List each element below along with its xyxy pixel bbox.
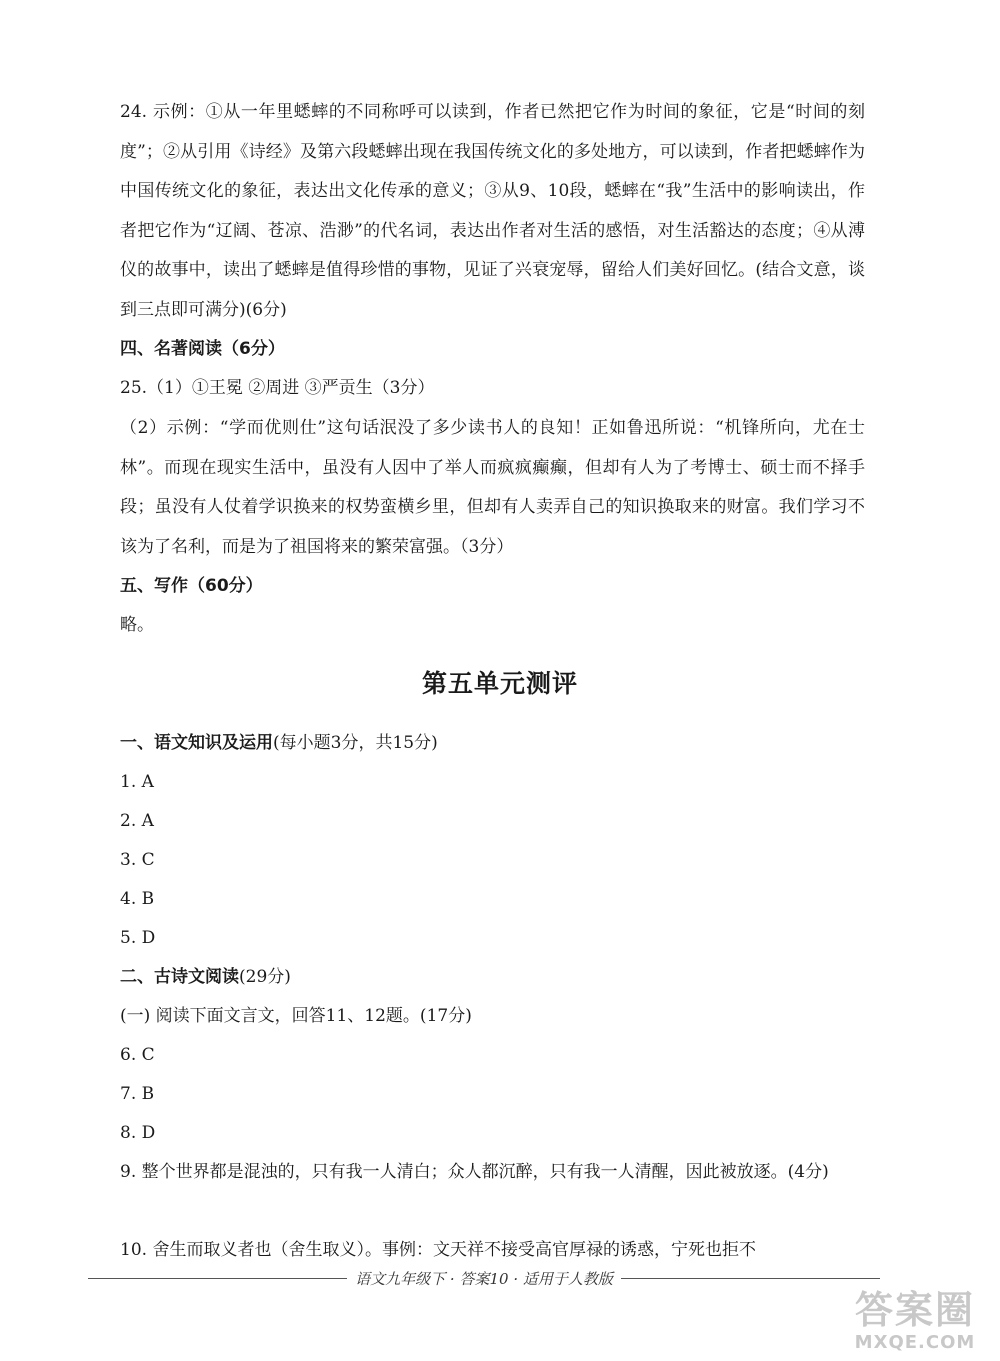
section-heading-classics: 四、名著阅读（6分） (120, 339, 285, 359)
footer-text: 语文九年级下 · 答案10 · 适用于人教版 (355, 1270, 613, 1288)
answer-5: 5. D (120, 928, 156, 948)
answer-2: 2. A (120, 811, 154, 831)
part1-heading-row (120, 724, 865, 764)
answer-25-2: （2）示例：“学而优则仕”这句话泯没了多少读书人的良知！正如鲁迅所说：“机锋所向，尤在士林”。而现在现实生活中，虽没有人因中了举人而疯疯癫癫，但却有人为了考博士、硕士而不择手段；虽没有人仗着学识换来的权势蛮横乡里，但却有人卖弄自己的知识换取来的财富。我们学习不该为了名利，而是为了祖国将来的繁荣富强。（3分） (120, 418, 865, 557)
part2-heading-row (120, 958, 865, 998)
answer-6: 6. C (120, 1045, 155, 1065)
part1-note: (每小题3分，共15分) (273, 733, 438, 753)
part2-note: (29分) (239, 967, 291, 987)
answer-25-1: 25.（1）①王冕 ②周进 ③严贡生（3分） (120, 378, 435, 398)
answer-4: 4. B (120, 889, 155, 909)
part2-heading: 二、古诗文阅读 (120, 967, 239, 987)
answer-1: 1. A (120, 772, 154, 792)
answer-9: 9. 整个世界都是混浊的，只有我一人清白；众人都沉醉，只有我一人清醒，因此被放逐。(4分) (120, 1162, 829, 1182)
watermark-url: MXQE.COM (854, 1332, 976, 1353)
answer-24: 24. 示例：①从一年里蟋蟀的不同称呼可以读到，作者已然把它作为时间的象征，它是“时间的刻度”；②从引用《诗经》及第六段蟋蟀出现在我国传统文化的多处地方，可以读到，作者把蟋蟀作为中国传统文化的象征，表达出文化传承的意义；③从9、10段，蟋蟀在“我”生活中的影响读出，作者把它作为“辽阔、苍凉、浩渺”的代名词，表达出作者对生活的感悟，对生活豁达的态度；④从溥仪的故事中，读出了蟋蟀是值得珍惜的事物，见证了兴衰宠辱，留给人们美好回忆。(结合文意，谈到三点即可满分)(6分) (120, 102, 865, 320)
page-footer (88, 1268, 880, 1289)
part1-heading: 一、语文知识及运用 (120, 733, 273, 753)
writing-answer: 略。 (120, 615, 154, 635)
footer-rule-left (88, 1278, 347, 1279)
subsection-1: (一) 阅读下面文言文，回答11、12题。(17分) (120, 1006, 472, 1026)
watermark-logo: 答案圈 (854, 1288, 975, 1332)
footer-rule-right (621, 1278, 880, 1279)
unit-title: 第五单元测评 (421, 669, 578, 698)
section-heading-writing: 五、写作（60分） (120, 576, 263, 596)
answer-10: 10. 舍生而取义者也（舍生取义）。事例：文天祥不接受高官厚禄的诱惑，宁死也拒不 (120, 1240, 756, 1260)
answer-8: 8. D (120, 1123, 156, 1143)
answer-7: 7. B (120, 1084, 155, 1104)
answer-3: 3. C (120, 850, 155, 870)
site-watermark (840, 1288, 990, 1353)
